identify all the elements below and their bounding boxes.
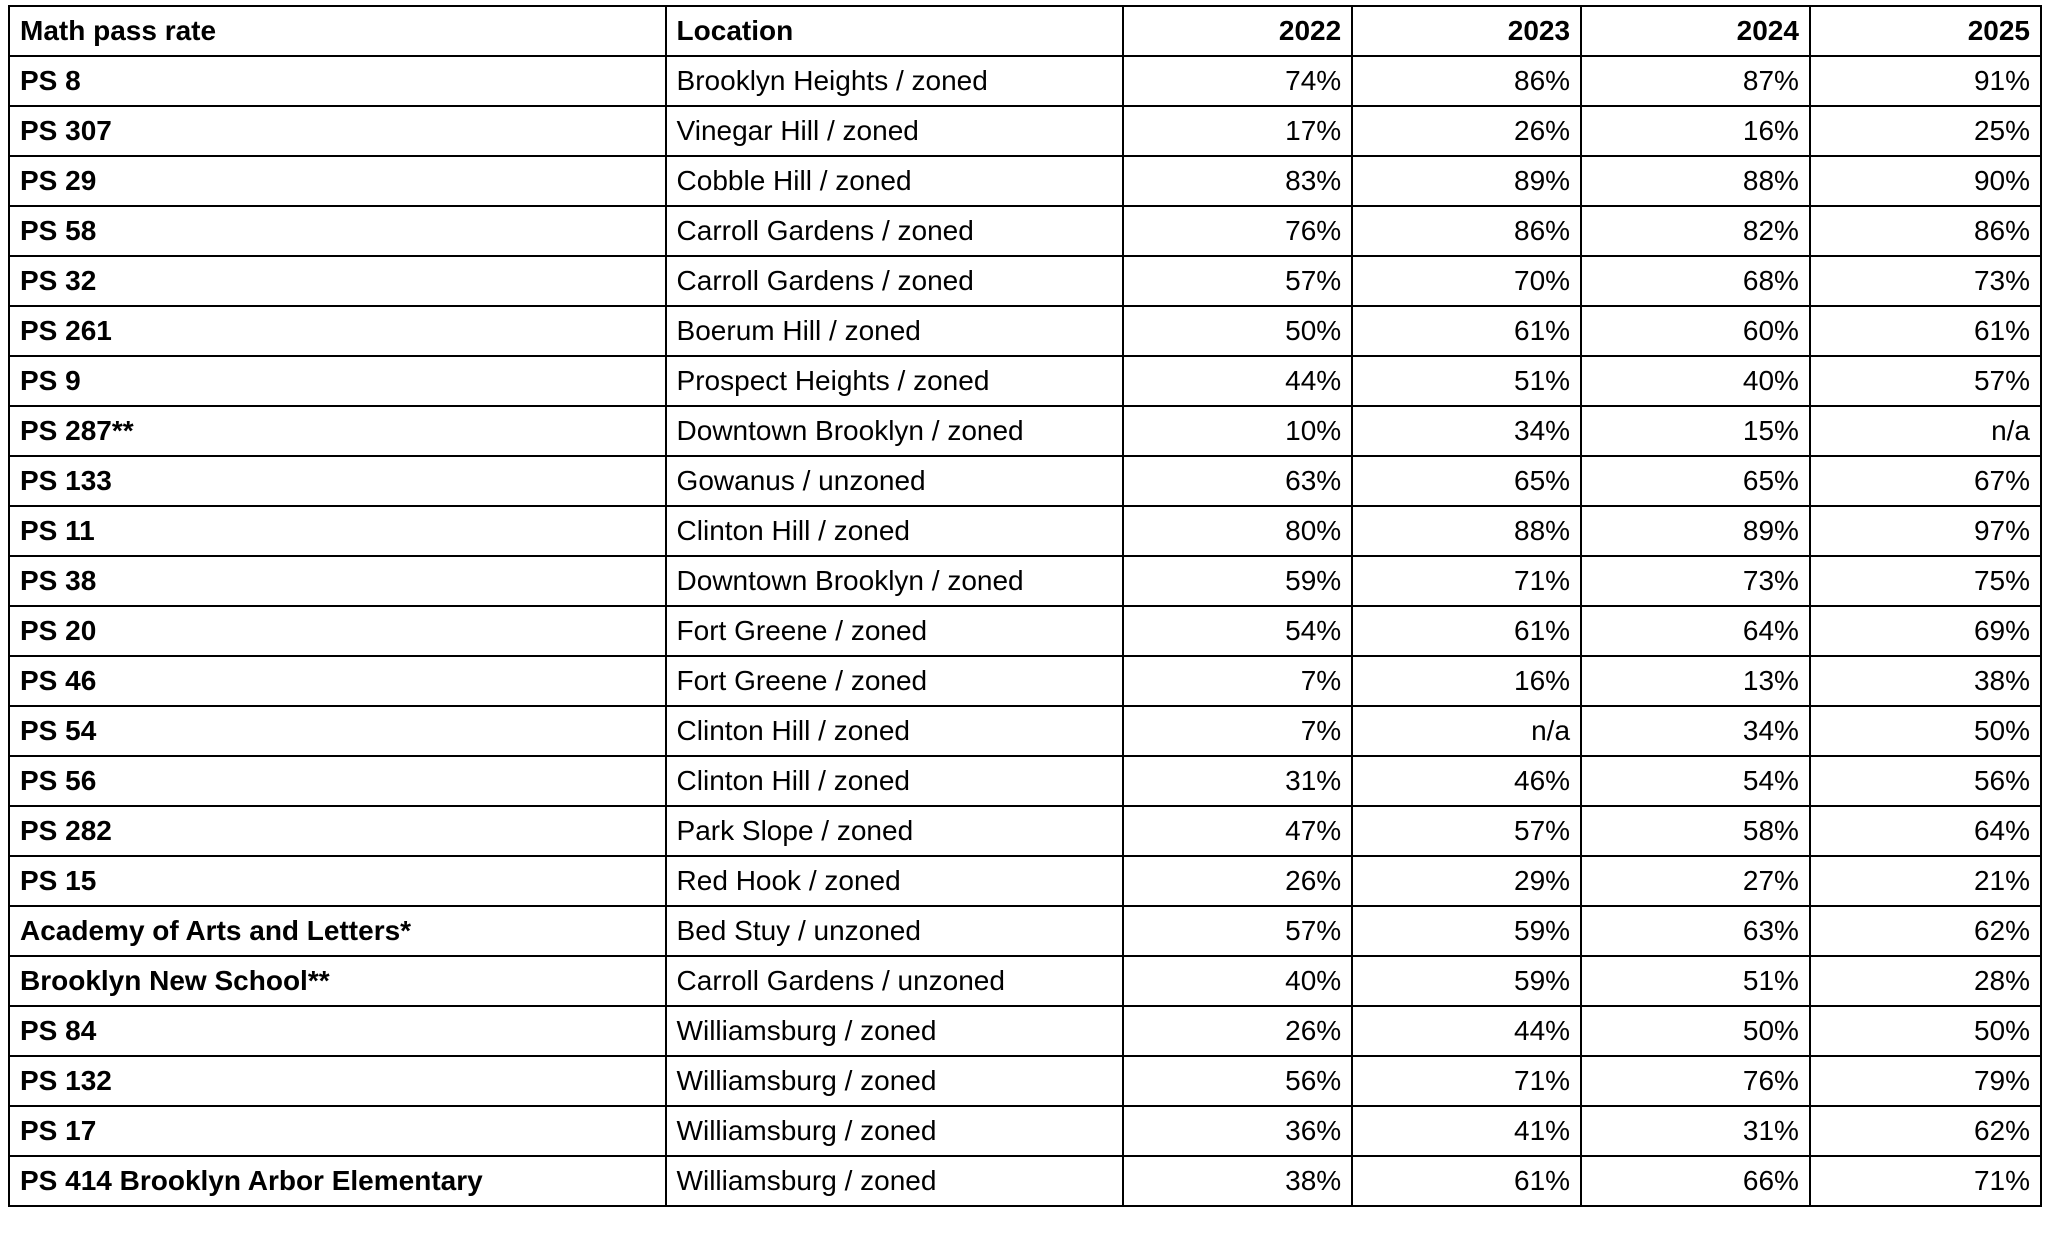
cell-2023[interactable]: 71% [1352,1056,1581,1106]
cell-2025[interactable]: 50% [1810,1006,2041,1056]
cell-2022[interactable]: 50% [1123,306,1352,356]
cell-location[interactable]: Carroll Gardens / zoned [666,256,1124,306]
cell-school[interactable]: PS 307 [9,106,666,156]
table-row [9,1106,2041,1156]
cell-2024[interactable]: 66% [1581,1156,1810,1206]
cell-2023[interactable]: n/a [1352,706,1581,756]
cell-location[interactable]: Bed Stuy / unzoned [666,906,1124,956]
cell-2023[interactable]: 51% [1352,356,1581,406]
cell-2022[interactable]: 10% [1123,406,1352,456]
cell-2025[interactable]: 25% [1810,106,2041,156]
cell-2025[interactable]: 69% [1810,606,2041,656]
cell-location[interactable]: Brooklyn Heights / zoned [666,56,1124,106]
cell-location[interactable]: Cobble Hill / zoned [666,156,1124,206]
cell-2022[interactable]: 26% [1123,1006,1352,1056]
cell-2025[interactable]: 62% [1810,906,2041,956]
cell-location[interactable]: Clinton Hill / zoned [666,506,1124,556]
cell-2024[interactable]: 76% [1581,1056,1810,1106]
cell-location[interactable]: Clinton Hill / zoned [666,706,1124,756]
table-row [9,406,2041,456]
cell-2023[interactable]: 59% [1352,906,1581,956]
cell-2025[interactable]: 90% [1810,156,2041,206]
cell-location[interactable]: Park Slope / zoned [666,806,1124,856]
cell-location[interactable]: Carroll Gardens / zoned [666,206,1124,256]
cell-2024[interactable]: 65% [1581,456,1810,506]
cell-school[interactable]: PS 20 [9,606,666,656]
cell-2024[interactable]: 31% [1581,1106,1810,1156]
table-row [9,1056,2041,1106]
header-cell-school[interactable]: Math pass rate [9,6,666,56]
cell-2024[interactable]: 16% [1581,106,1810,156]
cell-school[interactable]: Academy of Arts and Letters* [9,906,666,956]
cell-location[interactable]: Gowanus / unzoned [666,456,1124,506]
cell-2023[interactable]: 61% [1352,306,1581,356]
cell-2025[interactable]: 71% [1810,1156,2041,1206]
table-row [9,956,2041,1006]
cell-2025[interactable]: 64% [1810,806,2041,856]
cell-2024[interactable]: 64% [1581,606,1810,656]
cell-school[interactable]: PS 84 [9,1006,666,1056]
cell-2022[interactable]: 76% [1123,206,1352,256]
cell-2023[interactable]: 59% [1352,956,1581,1006]
cell-school[interactable]: PS 261 [9,306,666,356]
cell-2025[interactable]: 91% [1810,56,2041,106]
cell-2023[interactable]: 86% [1352,206,1581,256]
cell-2024[interactable]: 50% [1581,1006,1810,1056]
table-row [9,706,2041,756]
cell-location[interactable]: Downtown Brooklyn / zoned [666,406,1124,456]
table-row [9,1006,2041,1056]
cell-school[interactable]: PS 29 [9,156,666,206]
cell-2025[interactable]: 57% [1810,356,2041,406]
cell-school[interactable]: PS 58 [9,206,666,256]
cell-2024[interactable]: 40% [1581,356,1810,406]
cell-2022[interactable]: 80% [1123,506,1352,556]
table-row [9,756,2041,806]
cell-2022[interactable]: 44% [1123,356,1352,406]
cell-school[interactable]: PS 46 [9,656,666,706]
cell-2024[interactable]: 89% [1581,506,1810,556]
cell-2022[interactable]: 7% [1123,706,1352,756]
cell-2024[interactable]: 60% [1581,306,1810,356]
table-row [9,806,2041,856]
cell-2022[interactable]: 56% [1123,1056,1352,1106]
table-row [9,906,2041,956]
cell-2022[interactable]: 38% [1123,1156,1352,1206]
cell-2025[interactable]: n/a [1810,406,2041,456]
cell-school[interactable]: PS 32 [9,256,666,306]
cell-2023[interactable]: 46% [1352,756,1581,806]
cell-2023[interactable]: 65% [1352,456,1581,506]
cell-location[interactable]: Fort Greene / zoned [666,606,1124,656]
cell-location[interactable]: Williamsburg / zoned [666,1006,1124,1056]
cell-2024[interactable]: 82% [1581,206,1810,256]
cell-2024[interactable]: 88% [1581,156,1810,206]
cell-2025[interactable]: 50% [1810,706,2041,756]
cell-2024[interactable]: 58% [1581,806,1810,856]
cell-school[interactable]: PS 56 [9,756,666,806]
cell-2023[interactable]: 34% [1352,406,1581,456]
cell-2023[interactable]: 86% [1352,56,1581,106]
cell-2024[interactable]: 15% [1581,406,1810,456]
cell-2025[interactable]: 86% [1810,206,2041,256]
table-row [9,856,2041,906]
cell-location[interactable]: Williamsburg / zoned [666,1106,1124,1156]
cell-2023[interactable]: 71% [1352,556,1581,606]
table-row [9,356,2041,406]
table-row [9,1156,2041,1206]
math-pass-rate-table [8,5,2042,1207]
cell-location[interactable]: Boerum Hill / zoned [666,306,1124,356]
cell-2022[interactable]: 59% [1123,556,1352,606]
cell-school[interactable]: PS 414 Brooklyn Arbor Elementary [9,1156,666,1206]
cell-school[interactable]: Brooklyn New School** [9,956,666,1006]
spreadsheet [8,5,2042,1207]
table-row [9,606,2041,656]
cell-2022[interactable]: 54% [1123,606,1352,656]
cell-2025[interactable]: 21% [1810,856,2041,906]
cell-school[interactable]: PS 15 [9,856,666,906]
cell-school[interactable]: PS 8 [9,56,666,106]
cell-2023[interactable]: 89% [1352,156,1581,206]
cell-2024[interactable]: 27% [1581,856,1810,906]
cell-2024[interactable]: 34% [1581,706,1810,756]
cell-2023[interactable]: 61% [1352,1156,1581,1206]
table-row [9,306,2041,356]
cell-location[interactable]: Carroll Gardens / unzoned [666,956,1124,1006]
cell-2023[interactable]: 70% [1352,256,1581,306]
cell-location[interactable]: Clinton Hill / zoned [666,756,1124,806]
cell-2022[interactable]: 57% [1123,256,1352,306]
cell-2025[interactable]: 97% [1810,506,2041,556]
cell-2023[interactable]: 57% [1352,806,1581,856]
table-row [9,56,2041,106]
cell-2023[interactable]: 29% [1352,856,1581,906]
cell-school[interactable]: PS 54 [9,706,666,756]
cell-2022[interactable]: 36% [1123,1106,1352,1156]
cell-2022[interactable]: 63% [1123,456,1352,506]
cell-2022[interactable]: 7% [1123,656,1352,706]
cell-location[interactable]: Williamsburg / zoned [666,1156,1124,1206]
cell-school[interactable]: PS 11 [9,506,666,556]
cell-school[interactable]: PS 282 [9,806,666,856]
cell-2025[interactable]: 62% [1810,1106,2041,1156]
cell-school[interactable]: PS 133 [9,456,666,506]
cell-location[interactable]: Williamsburg / zoned [666,1056,1124,1106]
header-cell-2025[interactable]: 2025 [1810,6,2041,56]
table-row [9,506,2041,556]
cell-2023[interactable]: 61% [1352,606,1581,656]
table-row [9,656,2041,706]
cell-location[interactable]: Red Hook / zoned [666,856,1124,906]
cell-2025[interactable]: 73% [1810,256,2041,306]
table-row [9,456,2041,506]
cell-2023[interactable]: 26% [1352,106,1581,156]
cell-2025[interactable]: 61% [1810,306,2041,356]
cell-2022[interactable]: 17% [1123,106,1352,156]
cell-2024[interactable]: 51% [1581,956,1810,1006]
cell-2023[interactable]: 16% [1352,656,1581,706]
table-row [9,256,2041,306]
cell-2025[interactable]: 79% [1810,1056,2041,1106]
table-row [9,556,2041,606]
cell-school[interactable]: PS 17 [9,1106,666,1156]
table-row [9,206,2041,256]
header-cell-2024[interactable]: 2024 [1581,6,1810,56]
cell-2025[interactable]: 56% [1810,756,2041,806]
cell-2024[interactable]: 73% [1581,556,1810,606]
cell-2023[interactable]: 88% [1352,506,1581,556]
cell-location[interactable]: Vinegar Hill / zoned [666,106,1124,156]
cell-2024[interactable]: 63% [1581,906,1810,956]
cell-2025[interactable]: 38% [1810,656,2041,706]
cell-2022[interactable]: 31% [1123,756,1352,806]
header-row [9,6,2041,56]
header-cell-2022[interactable]: 2022 [1123,6,1352,56]
cell-2024[interactable]: 54% [1581,756,1810,806]
table-row [9,156,2041,206]
cell-school[interactable]: PS 38 [9,556,666,606]
cell-2022[interactable]: 74% [1123,56,1352,106]
header-cell-2023[interactable]: 2023 [1352,6,1581,56]
table-row [9,106,2041,156]
cell-2025[interactable]: 28% [1810,956,2041,1006]
cell-2023[interactable]: 41% [1352,1106,1581,1156]
cell-school[interactable]: PS 287** [9,406,666,456]
cell-2022[interactable]: 26% [1123,856,1352,906]
cell-2025[interactable]: 75% [1810,556,2041,606]
cell-location[interactable]: Prospect Heights / zoned [666,356,1124,406]
cell-2023[interactable]: 44% [1352,1006,1581,1056]
cell-2024[interactable]: 87% [1581,56,1810,106]
cell-2022[interactable]: 40% [1123,956,1352,1006]
cell-location[interactable]: Downtown Brooklyn / zoned [666,556,1124,606]
cell-2024[interactable]: 13% [1581,656,1810,706]
header-cell-location[interactable]: Location [666,6,1124,56]
cell-school[interactable]: PS 132 [9,1056,666,1106]
cell-school[interactable]: PS 9 [9,356,666,406]
cell-2022[interactable]: 57% [1123,906,1352,956]
cell-2022[interactable]: 47% [1123,806,1352,856]
cell-2022[interactable]: 83% [1123,156,1352,206]
cell-2025[interactable]: 67% [1810,456,2041,506]
cell-location[interactable]: Fort Greene / zoned [666,656,1124,706]
cell-2024[interactable]: 68% [1581,256,1810,306]
